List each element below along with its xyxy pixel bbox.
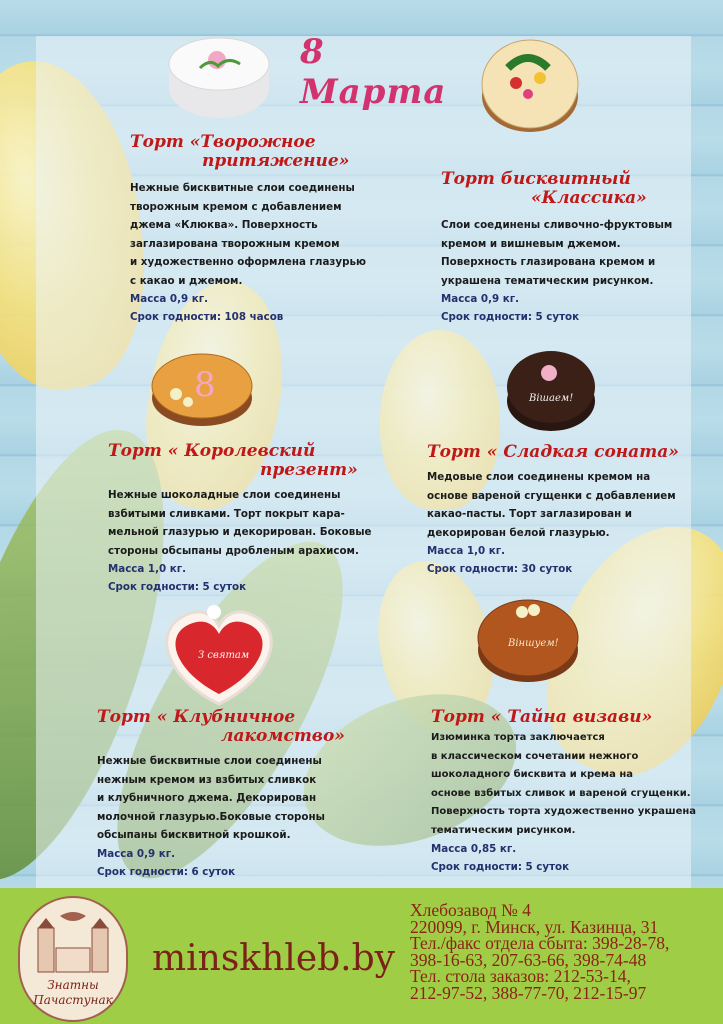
footer	[0, 888, 723, 1024]
cake-card-klubnichnoe	[97, 708, 397, 881]
contact-line: Тел./факс отдела сбыта: 398-28-78,	[410, 933, 670, 954]
cake-mass: Масса 0,9 кг.	[130, 293, 209, 305]
cake-title: презент»	[260, 460, 358, 480]
contact-info	[410, 902, 669, 1002]
contact-line: Тел. стола заказов: 212-53-14,	[410, 966, 631, 987]
cake-card-vizavi	[431, 708, 716, 876]
cake-shelf-life: Срок годности: 6 суток	[97, 865, 236, 878]
cake-title: притяжение»	[202, 151, 350, 171]
cake-image-korolevsky	[150, 346, 256, 434]
logo-text-line1: Знатны	[47, 978, 99, 992]
cake-mass: Масса 0,9 кг.	[441, 293, 520, 305]
cake-shelf-life: Срок годности: 108 часов	[130, 311, 284, 323]
cake-image-klubnichnoe	[158, 600, 280, 710]
holiday-title: 8 Марта	[300, 32, 447, 112]
contact-line: 212-97-52, 388-77-70, 212-15-97	[410, 982, 647, 1003]
cake-title: лакомство»	[221, 726, 345, 746]
cake-image-vizavi	[474, 592, 586, 690]
cake-card-tvorozhnoe	[130, 133, 430, 326]
cake-card-korolevsky	[108, 442, 408, 596]
cake-mass: Масса 0,85 кг.	[431, 843, 517, 855]
cake-description: Слои соединены сливочно-фруктовым кремом и вишневым джемом. Поверхность глазирована кремом и украшена тематическим рисунком.	[441, 219, 673, 287]
cake-writing: Вішаем!	[529, 393, 574, 404]
cake-image-tvorozhnoe	[162, 26, 280, 130]
cake-mass: Масса 0,9 кг.	[97, 847, 176, 860]
cake-description: Изюминка торта заключается в классическом сочетании нежного шоколадного бисквита и крема на основе взбитых сливок и вареной сгущенки. Поверхность торта художественно украшена тематическим рисунком.	[431, 732, 697, 836]
cake-writing: Віншуем!	[508, 638, 559, 649]
cake-description: Нежные бисквитные слои соединены творожным кремом с добавлением джема «Клюква». Поверхность заглазирована творожным кремом и художественно оформлена глазурью с какао и джемом.	[130, 182, 367, 287]
cake-card-klassika	[441, 170, 711, 326]
cake-image-sonata	[503, 345, 599, 439]
logo-text-line2: Пачастунак	[33, 993, 113, 1007]
cake-title: Торт «Творожное	[130, 132, 316, 152]
cake-mass: Масса 1,0 кг.	[427, 545, 506, 557]
cake-shelf-life: Срок годности: 5 суток	[108, 581, 247, 593]
cake-writing: З святам	[198, 650, 250, 661]
brand-logo	[18, 896, 128, 1022]
cake-title: Торт « Сладкая соната»	[427, 442, 679, 462]
cake-shelf-life: Срок годности: 5 суток	[431, 861, 570, 873]
cake-description: Нежные бисквитные слои соединены нежным кремом из взбитых сливкок и клубничного джема. Декорирован молочной глазурью.Боковые стороны обсыпаны бисквитной крошкой.	[97, 755, 325, 841]
contact-line: 220099, г. Минск, ул. Казинца, 31	[410, 916, 659, 937]
cake-description: Медовые слои соединены кремом на основе вареной сгущенки с добавлением какао-пасты. Торт заглазирован и декорирован белой глазурью.	[427, 471, 676, 539]
cake-mass: Масса 1,0 кг.	[108, 563, 187, 575]
cake-title: «Классика»	[531, 188, 647, 208]
cake-shelf-life: Срок годности: 5 суток	[441, 311, 580, 323]
cake-title: Торт « Тайна визави»	[431, 707, 653, 727]
cake-image-klassika	[478, 28, 588, 142]
contact-line: Хлебозавод № 4	[410, 900, 531, 920]
website-link[interactable]: minskhleb.by	[152, 938, 395, 979]
holiday-heading	[300, 12, 470, 112]
cake-title: Торт « Клубничное	[97, 707, 296, 727]
cake-card-sonata	[427, 443, 712, 578]
contact-line: 398-16-63, 207-63-66, 398-74-48	[410, 949, 647, 970]
cake-topper-8: 8	[194, 365, 216, 405]
cake-description: Нежные шоколадные слои соединены взбитыми сливками. Торт покрыт кара- мельной глазурью и декорирован. Боковые стороны обсыпаны дробленым арахисом.	[108, 489, 372, 557]
cake-title: Торт бисквитный	[441, 169, 631, 189]
cake-title: Торт « Королевский	[108, 441, 316, 461]
cake-shelf-life: Срок годности: 30 суток	[427, 563, 573, 575]
